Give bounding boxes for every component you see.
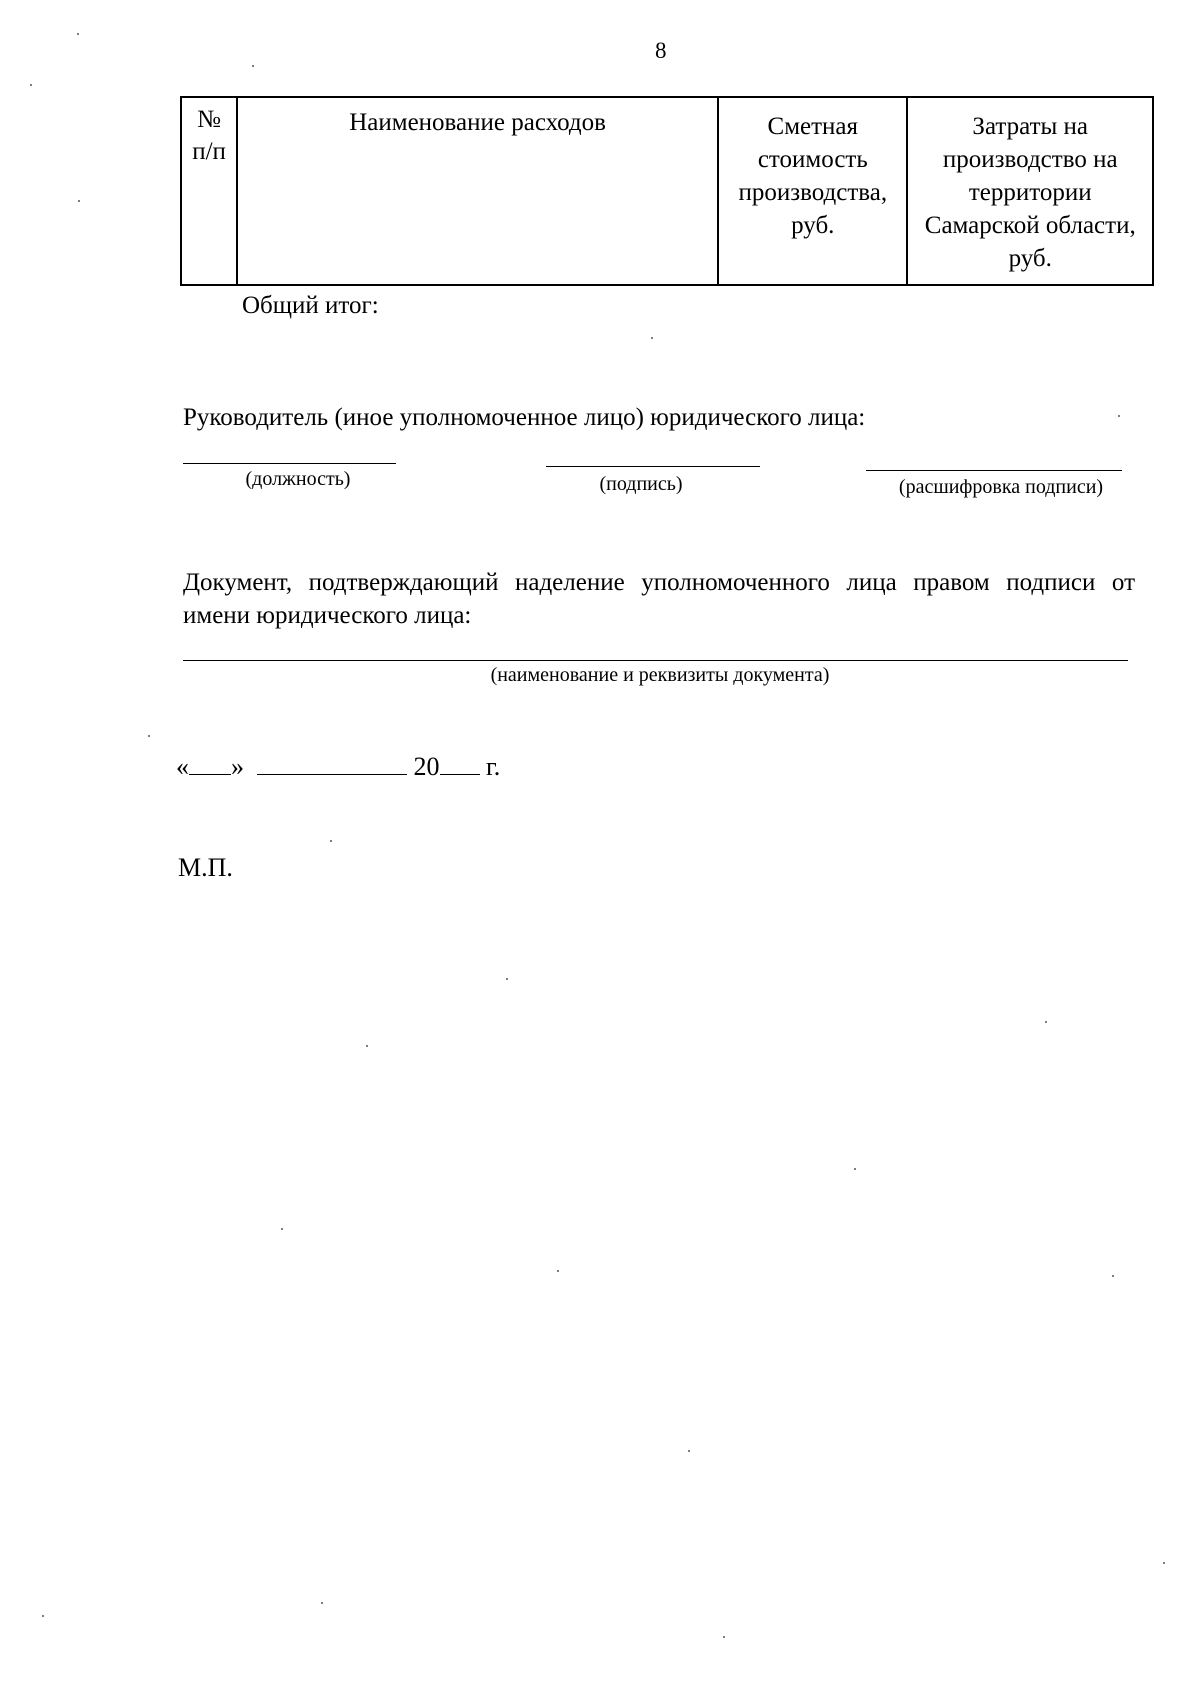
day-blank bbox=[189, 752, 231, 775]
header-number-label: № п/п bbox=[192, 106, 226, 165]
scan-speck bbox=[78, 200, 80, 202]
document-details-line bbox=[183, 660, 1128, 661]
scan-speck bbox=[854, 1168, 856, 1170]
scan-speck bbox=[723, 1636, 725, 1638]
table-header-row bbox=[181, 97, 1153, 285]
scan-speck bbox=[506, 978, 508, 980]
header-regional-spend bbox=[907, 97, 1153, 285]
date-close-quote: » bbox=[231, 752, 244, 781]
scan-speck bbox=[557, 1270, 559, 1272]
header-estimated-cost bbox=[718, 97, 907, 285]
scan-speck bbox=[1045, 1021, 1047, 1023]
year-blank bbox=[440, 752, 480, 775]
stamp-placeholder: М.П. bbox=[178, 853, 233, 882]
position-caption: (должность) bbox=[245, 468, 351, 490]
scan-speck bbox=[321, 1602, 323, 1604]
scan-speck bbox=[1118, 415, 1120, 417]
signature-caption: (подпись) bbox=[599, 473, 683, 495]
scan-speck bbox=[42, 1615, 44, 1617]
document-details-caption: (наименование и реквизиты документа) bbox=[490, 664, 830, 686]
page-number: 8 bbox=[655, 38, 667, 63]
header-regional-spend-label: Затраты на производство на территории Самарской области, руб. bbox=[924, 113, 1136, 272]
authority-document-label: Документ, подтверждающий наделение уполномоченного лица правом подписи от имени юридического лица: bbox=[183, 569, 1135, 629]
scan-speck bbox=[1112, 1275, 1114, 1277]
scan-speck bbox=[252, 65, 254, 67]
date-field bbox=[176, 752, 500, 782]
scan-speck bbox=[1163, 1562, 1165, 1564]
decoding-line bbox=[866, 470, 1122, 471]
date-open-quote: « bbox=[176, 752, 189, 781]
scan-speck bbox=[330, 840, 332, 842]
header-estimated-cost-label: Сметная стоимость производства, руб. bbox=[738, 113, 888, 239]
total-label: Общий итог: bbox=[242, 292, 379, 319]
month-blank bbox=[257, 752, 407, 775]
position-line bbox=[183, 463, 396, 464]
signature-line bbox=[546, 466, 760, 467]
scan-speck bbox=[30, 84, 32, 86]
header-number bbox=[181, 97, 237, 285]
scan-speck bbox=[281, 1228, 283, 1230]
year-suffix: г. bbox=[486, 752, 501, 781]
expenses-table-header bbox=[180, 96, 1154, 286]
scan-speck bbox=[651, 337, 653, 339]
head-signatory-label: Руководитель (иное уполномоченное лицо) юридического лица: bbox=[183, 404, 866, 431]
scan-speck bbox=[77, 33, 79, 35]
scan-speck bbox=[148, 735, 150, 737]
year-prefix: 20 bbox=[413, 752, 440, 781]
scan-speck bbox=[688, 1450, 690, 1452]
decoding-caption: (расшифровка подписи) bbox=[898, 476, 1104, 498]
scan-speck bbox=[366, 1045, 368, 1047]
header-expense-name-label: Наименование расходов bbox=[349, 109, 606, 136]
header-expense-name bbox=[237, 97, 718, 285]
